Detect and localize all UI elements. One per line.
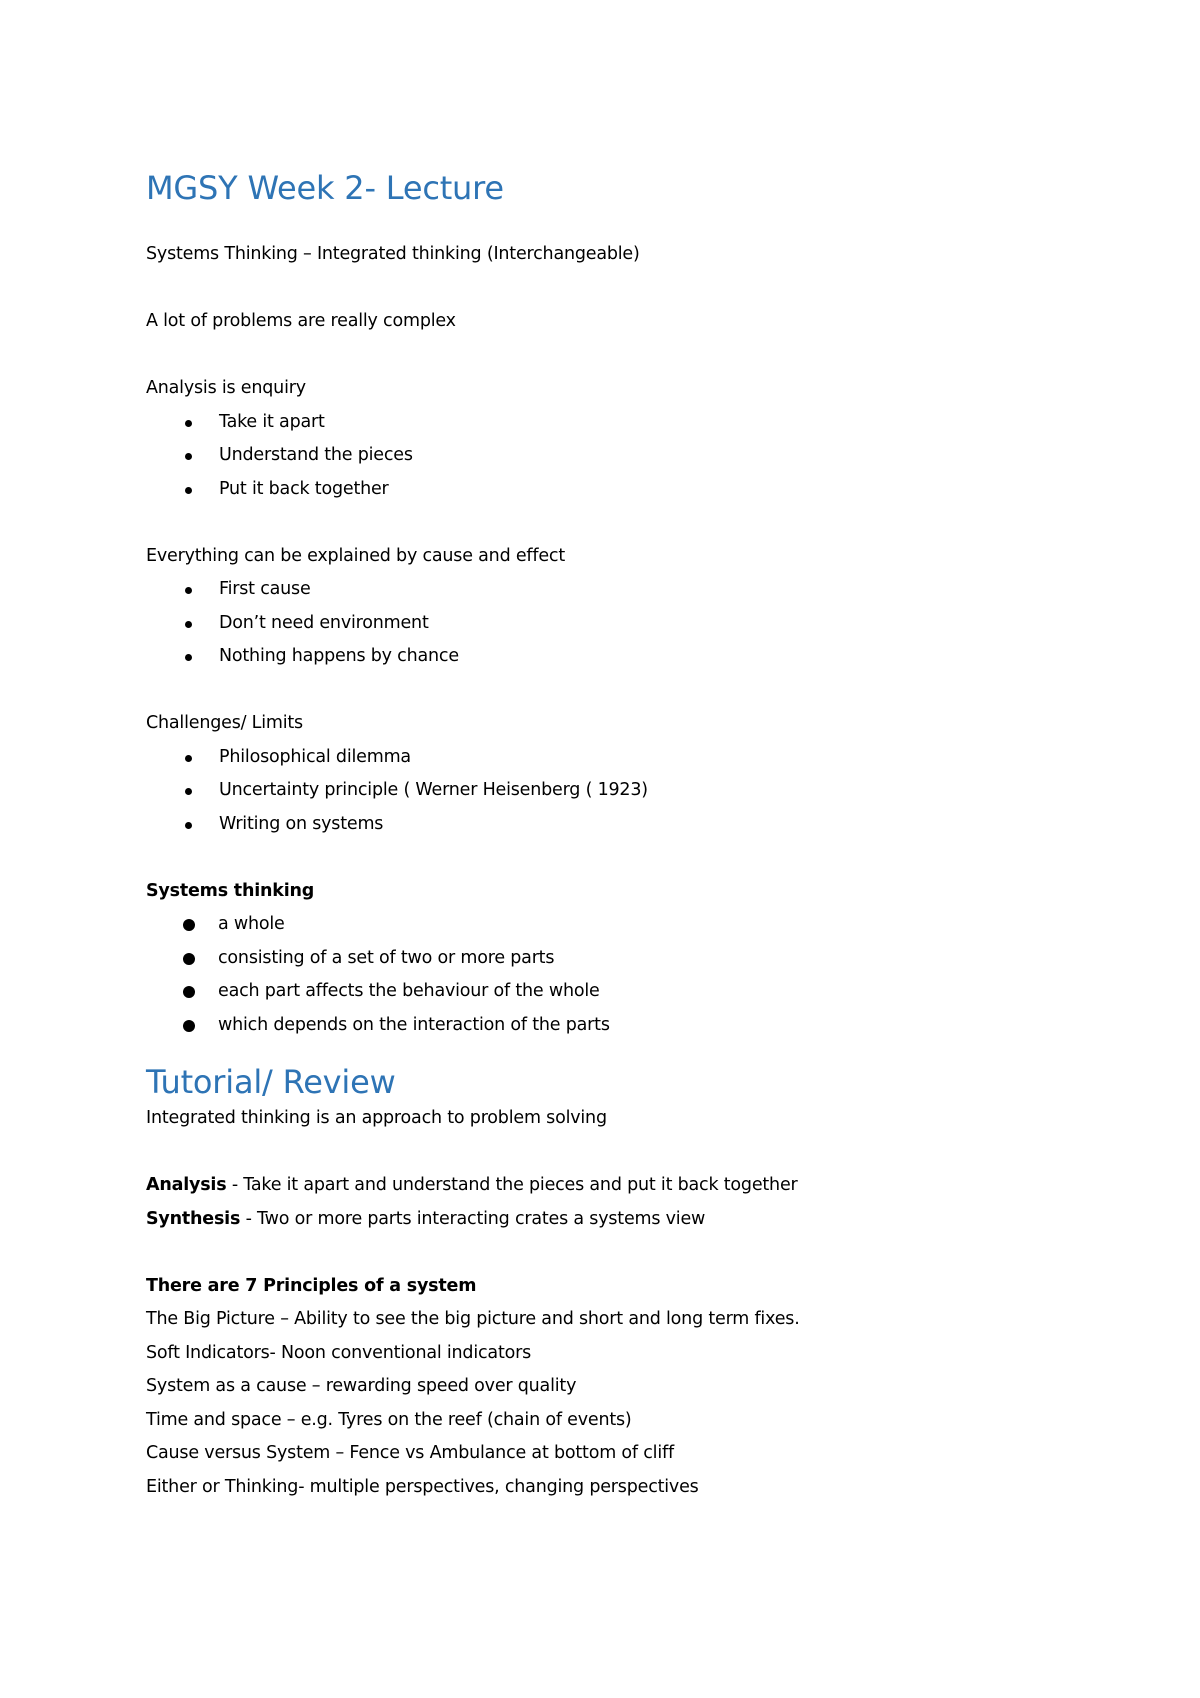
principle-line: System as a cause – rewarding speed over quality <box>146 1376 577 1396</box>
principle-line: Either or Thinking- multiple perspectives, changing perspectives <box>146 1476 699 1497</box>
list-item: each part affects the behaviour of the whole <box>146 975 1126 1009</box>
tutorial-title: Tutorial/ Review <box>146 1063 396 1101</box>
bullet-icon <box>183 953 195 965</box>
list-item: First cause <box>146 573 1126 607</box>
list-item: Put it back together <box>146 473 1126 507</box>
systems-thinking-heading: Systems thinking <box>146 880 315 901</box>
bullet-icon <box>185 654 192 661</box>
list-item: Writing on systems <box>146 808 1126 842</box>
bullet-icon <box>183 986 195 998</box>
bullet-icon <box>185 453 192 460</box>
bullet-icon <box>185 587 192 594</box>
cause-list <box>146 573 1126 674</box>
analysis-definition: Analysis - Take it apart and understand the pieces and put it back together <box>146 1175 798 1195</box>
bullet-icon <box>185 822 192 829</box>
page-title: MGSY Week 2- Lecture <box>146 169 504 207</box>
bullet-icon <box>185 755 192 762</box>
synthesis-definition: Synthesis - Two or more parts interacting crates a systems view <box>146 1208 706 1229</box>
principles-heading: There are 7 Principles of a system <box>146 1275 477 1296</box>
principle-line: Cause versus System – Fence vs Ambulance at bottom of cliff <box>146 1443 674 1463</box>
bullet-icon <box>183 919 195 931</box>
bullet-icon <box>185 420 192 427</box>
cause-heading: Everything can be explained by cause and effect <box>146 545 565 566</box>
bullet-icon <box>185 621 192 628</box>
challenges-heading: Challenges/ Limits <box>146 713 303 733</box>
bullet-icon <box>183 1020 195 1032</box>
list-item: which depends on the interaction of the parts <box>146 1009 1126 1043</box>
list-item: Understand the pieces <box>146 439 1126 473</box>
challenges-list <box>146 741 1126 842</box>
paragraph-systems-thinking: Systems Thinking – Integrated thinking (Interchangeable) <box>146 244 640 264</box>
tutorial-intro: Integrated thinking is an approach to problem solving <box>146 1108 607 1128</box>
document-body <box>146 168 1126 1504</box>
list-item: Philosophical dilemma <box>146 741 1126 775</box>
list-item: Take it apart <box>146 406 1126 440</box>
bullet-icon <box>185 487 192 494</box>
list-item: Don’t need environment <box>146 607 1126 641</box>
analysis-heading: Analysis is enquiry <box>146 378 306 398</box>
systems-thinking-list <box>146 908 1126 1042</box>
analysis-list <box>146 406 1126 507</box>
list-item: Uncertainty principle ( Werner Heisenberg ( 1923) <box>146 774 1126 808</box>
list-item: Nothing happens by chance <box>146 640 1126 674</box>
bullet-icon <box>185 788 192 795</box>
list-item: a whole <box>146 908 1126 942</box>
principle-line: Soft Indicators- Noon conventional indicators <box>146 1342 532 1363</box>
principle-line: The Big Picture – Ability to see the big picture and short and long term fixes. <box>146 1309 800 1329</box>
paragraph-complex-problems: A lot of problems are really complex <box>146 311 456 331</box>
list-item: consisting of a set of two or more parts <box>146 942 1126 976</box>
principle-line: Time and space – e.g. Tyres on the reef (chain of events) <box>146 1409 632 1430</box>
